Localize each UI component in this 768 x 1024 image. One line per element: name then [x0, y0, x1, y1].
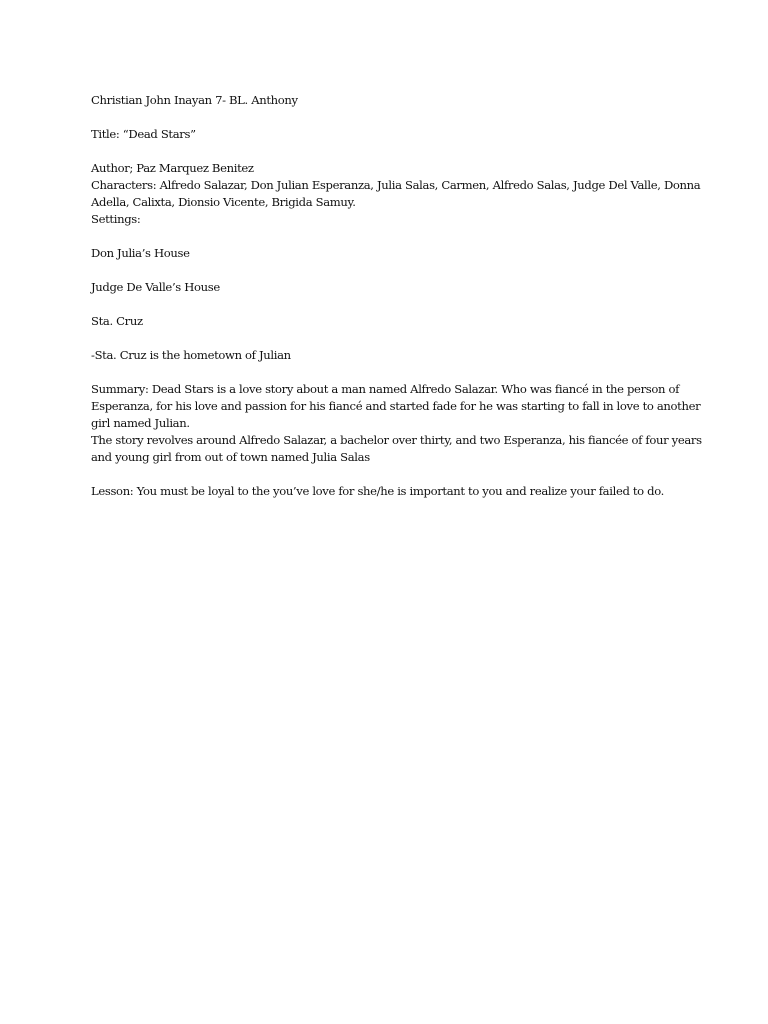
characters-line-1: Characters: Alfredo Salazar, Don Julian Esperanza, Julia Salas, Carmen, Alfredo Salas, Judge Del Valle, Donna	[91, 178, 701, 192]
characters-line-2: Adella, Calixta, Dionsio Vicente, Brigida Samuy.	[91, 195, 356, 209]
settings-label: Settings:	[91, 212, 141, 226]
summary-line-1: Summary: Dead Stars is a love story about a man named Alfredo Salazar. Who was fiancé in the person of	[91, 382, 680, 396]
setting-1: Don Julia’s House	[91, 246, 190, 260]
title-line: Title: “Dead Stars”	[91, 127, 196, 141]
author-line: Author; Paz Marquez Benitez	[91, 161, 254, 175]
setting-2: Judge De Valle’s House	[91, 280, 220, 294]
student-name-section: Christian John Inayan 7- BL. Anthony	[91, 93, 298, 107]
summary-line-4: The story revolves around Alfredo Salazar, a bachelor over thirty, and two Esperanza, his fiancée of four years	[91, 433, 702, 447]
setting-note-block	[91, 347, 691, 364]
summary-line-3: girl named Julian.	[91, 416, 190, 430]
setting-3: Sta. Cruz	[91, 314, 143, 328]
title-block	[91, 126, 691, 143]
summary-line-5: and young girl from out of town named Julia Salas	[91, 450, 370, 464]
summary-block	[91, 381, 702, 466]
setting-3-block	[91, 313, 691, 330]
lesson-line: Lesson: You must be loyal to the you’ve love for she/he is important to you and realize your failed to do.	[91, 484, 664, 498]
author-characters-settings-block	[91, 160, 701, 228]
lesson-block	[91, 483, 691, 500]
header-line	[91, 92, 691, 109]
setting-1-block	[91, 245, 691, 262]
summary-line-2: Esperanza, for his love and passion for his fiancé and started fade for he was starting to fall in love to another	[91, 399, 701, 413]
document-page	[91, 92, 702, 517]
setting-2-block	[91, 279, 691, 296]
setting-note: -Sta. Cruz is the hometown of Julian	[91, 348, 291, 362]
